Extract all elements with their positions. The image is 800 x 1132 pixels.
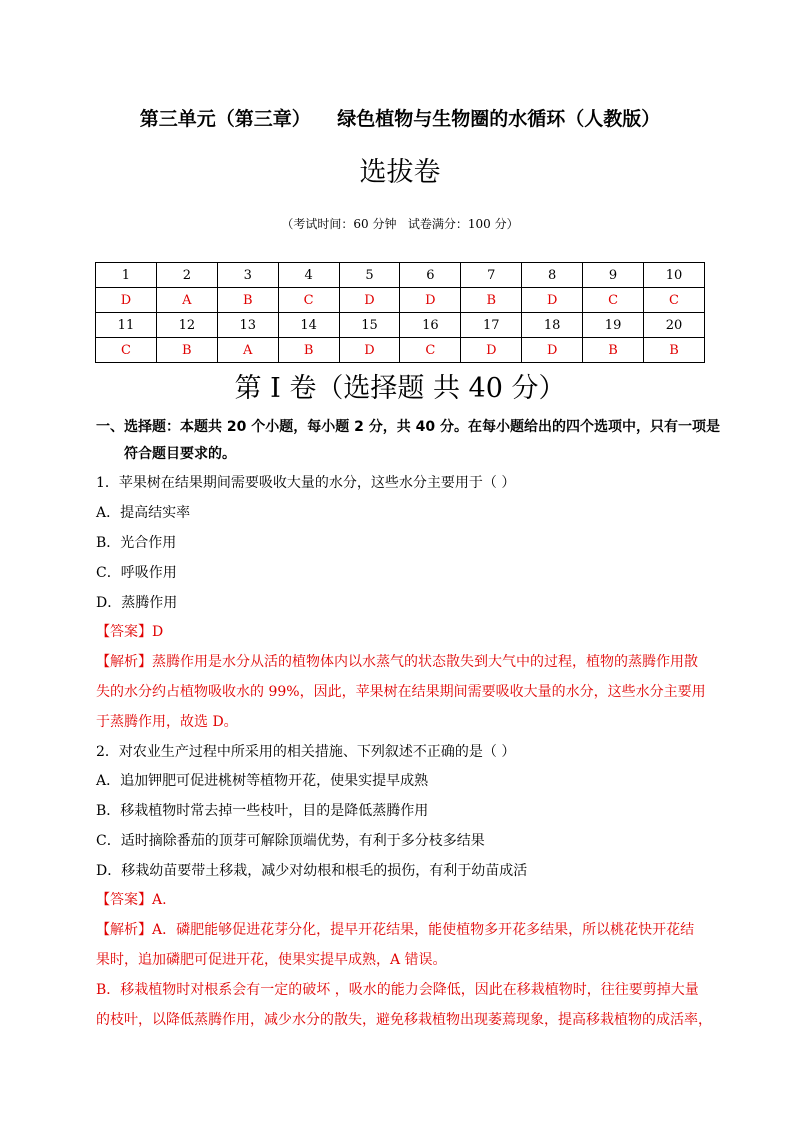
question-2-analysis-line-4: 的枝叶，以降低蒸腾作用，减少水分的散失，避免移栽植物出现萎蔫现象，提高移栽植物的成活率， (96, 1012, 712, 1028)
table-cell: C (278, 288, 339, 313)
table-cell: D (522, 288, 583, 313)
table-cell: B (156, 338, 217, 363)
table-cell: 8 (522, 263, 583, 288)
table-cell: 9 (583, 263, 644, 288)
table-row (96, 288, 705, 313)
table-cell: 17 (461, 313, 522, 338)
analysis-text: 蒸腾作用是水分从活的植物体内以水蒸气的状态散失到大气中的过程，植物的蒸腾作用散 (152, 654, 698, 670)
table-cell: 10 (644, 263, 705, 288)
answer-key-table (95, 262, 705, 363)
section-instruction-line-2: 符合题目要求的。 (124, 446, 236, 462)
table-cell: 15 (339, 313, 400, 338)
document-title: 第三单元（第三章） 绿色植物与生物圈的水循环（人教版） (139, 108, 661, 130)
question-1-option-d: D．蒸腾作用 (96, 595, 178, 611)
question-1-option-c: C．呼吸作用 (96, 565, 177, 581)
analysis-label: 【解析】 (96, 654, 152, 670)
question-2-option-a: A．追加钾肥可促进桃树等植物开花，使果实提早成熟 (96, 773, 429, 789)
table-cell: 6 (400, 263, 461, 288)
answer-label: 【答案】 (96, 892, 152, 908)
question-2-analysis-line-3: B．移栽植物时对根系会有一定的破坏 ，吸水的能力会降低，因此在移栽植物时，往往要剪掉大量 (96, 982, 699, 998)
answer-value: D (152, 624, 164, 640)
table-cell: 11 (96, 313, 157, 338)
table-cell: 20 (644, 313, 705, 338)
table-cell: 12 (156, 313, 217, 338)
answer-label: 【答案】 (96, 624, 152, 640)
table-cell: D (96, 288, 157, 313)
question-2-option-b: B．移栽植物时常去掉一些枝叶，目的是降低蒸腾作用 (96, 803, 429, 819)
question-1-option-a: A．提高结实率 (96, 505, 191, 521)
exam-info: （考试时间：60 分钟 试卷满分：100 分） (281, 217, 519, 231)
table-cell: C (644, 288, 705, 313)
table-cell: C (583, 288, 644, 313)
document-subtitle: 选拔卷 (359, 157, 441, 188)
question-1-answer (96, 621, 163, 641)
question-1-analysis-line-2: 失的水分约占植物吸收水的 99%，因此，苹果树在结果期间需要吸收大量的水分，这些水分主要用 (96, 684, 706, 700)
table-cell: D (400, 288, 461, 313)
question-1-option-b: B．光合作用 (96, 535, 177, 551)
question-2-answer (96, 889, 167, 909)
question-1-analysis-line-1 (96, 651, 698, 671)
question-2-option-d: D．移栽幼苗要带土移栽，减少对幼根和根毛的损伤，有利于幼苗成活 (96, 863, 528, 879)
analysis-label: 【解析】 (96, 922, 152, 938)
question-2-option-c: C．适时摘除番茄的顶芽可解除顶端优势，有利于多分枝多结果 (96, 833, 485, 849)
table-cell: C (400, 338, 461, 363)
table-cell: D (522, 338, 583, 363)
table-cell: 4 (278, 263, 339, 288)
table-cell: 13 (217, 313, 278, 338)
table-cell: 2 (156, 263, 217, 288)
table-cell: B (461, 288, 522, 313)
question-2-analysis-line-2: 果时，追加磷肥可促进开花，使果实提早成熟，A 错误。 (96, 952, 447, 968)
table-cell: D (339, 338, 400, 363)
table-cell: 1 (96, 263, 157, 288)
table-cell: 16 (400, 313, 461, 338)
table-cell: B (278, 338, 339, 363)
table-cell: D (339, 288, 400, 313)
table-row (96, 338, 705, 363)
question-1-stem: 1．苹果树在结果期间需要吸收大量的水分，这些水分主要用于（ ） (96, 475, 516, 491)
table-cell: B (583, 338, 644, 363)
table-cell: A (217, 338, 278, 363)
analysis-text: A．磷肥能够促进花芽分化，提早开花结果，能使植物多开花多结果，所以桃花快开花结 (152, 922, 695, 938)
table-cell: C (96, 338, 157, 363)
question-2-stem: 2．对农业生产过程中所采用的相关措施、下列叙述不正确的是（ ） (96, 744, 516, 760)
table-cell: 14 (278, 313, 339, 338)
table-row (96, 263, 705, 288)
table-cell: 18 (522, 313, 583, 338)
table-cell: D (461, 338, 522, 363)
table-cell: 3 (217, 263, 278, 288)
section-title: 第 I 卷（选择题 共 40 分） (234, 373, 566, 404)
table-row (96, 313, 705, 338)
table-cell: B (644, 338, 705, 363)
table-cell: B (217, 288, 278, 313)
question-2-analysis-line-1 (96, 919, 694, 939)
answer-value: A. (152, 892, 167, 908)
table-cell: A (156, 288, 217, 313)
table-cell: 5 (339, 263, 400, 288)
table-cell: 7 (461, 263, 522, 288)
section-instruction-line-1: 一、选择题：本题共 20 个小题，每小题 2 分，共 40 分。在每小题给出的四个选项中，只有一项是 (96, 419, 720, 435)
question-1-analysis-line-3: 于蒸腾作用，故选 D。 (96, 714, 238, 730)
table-cell: 19 (583, 313, 644, 338)
